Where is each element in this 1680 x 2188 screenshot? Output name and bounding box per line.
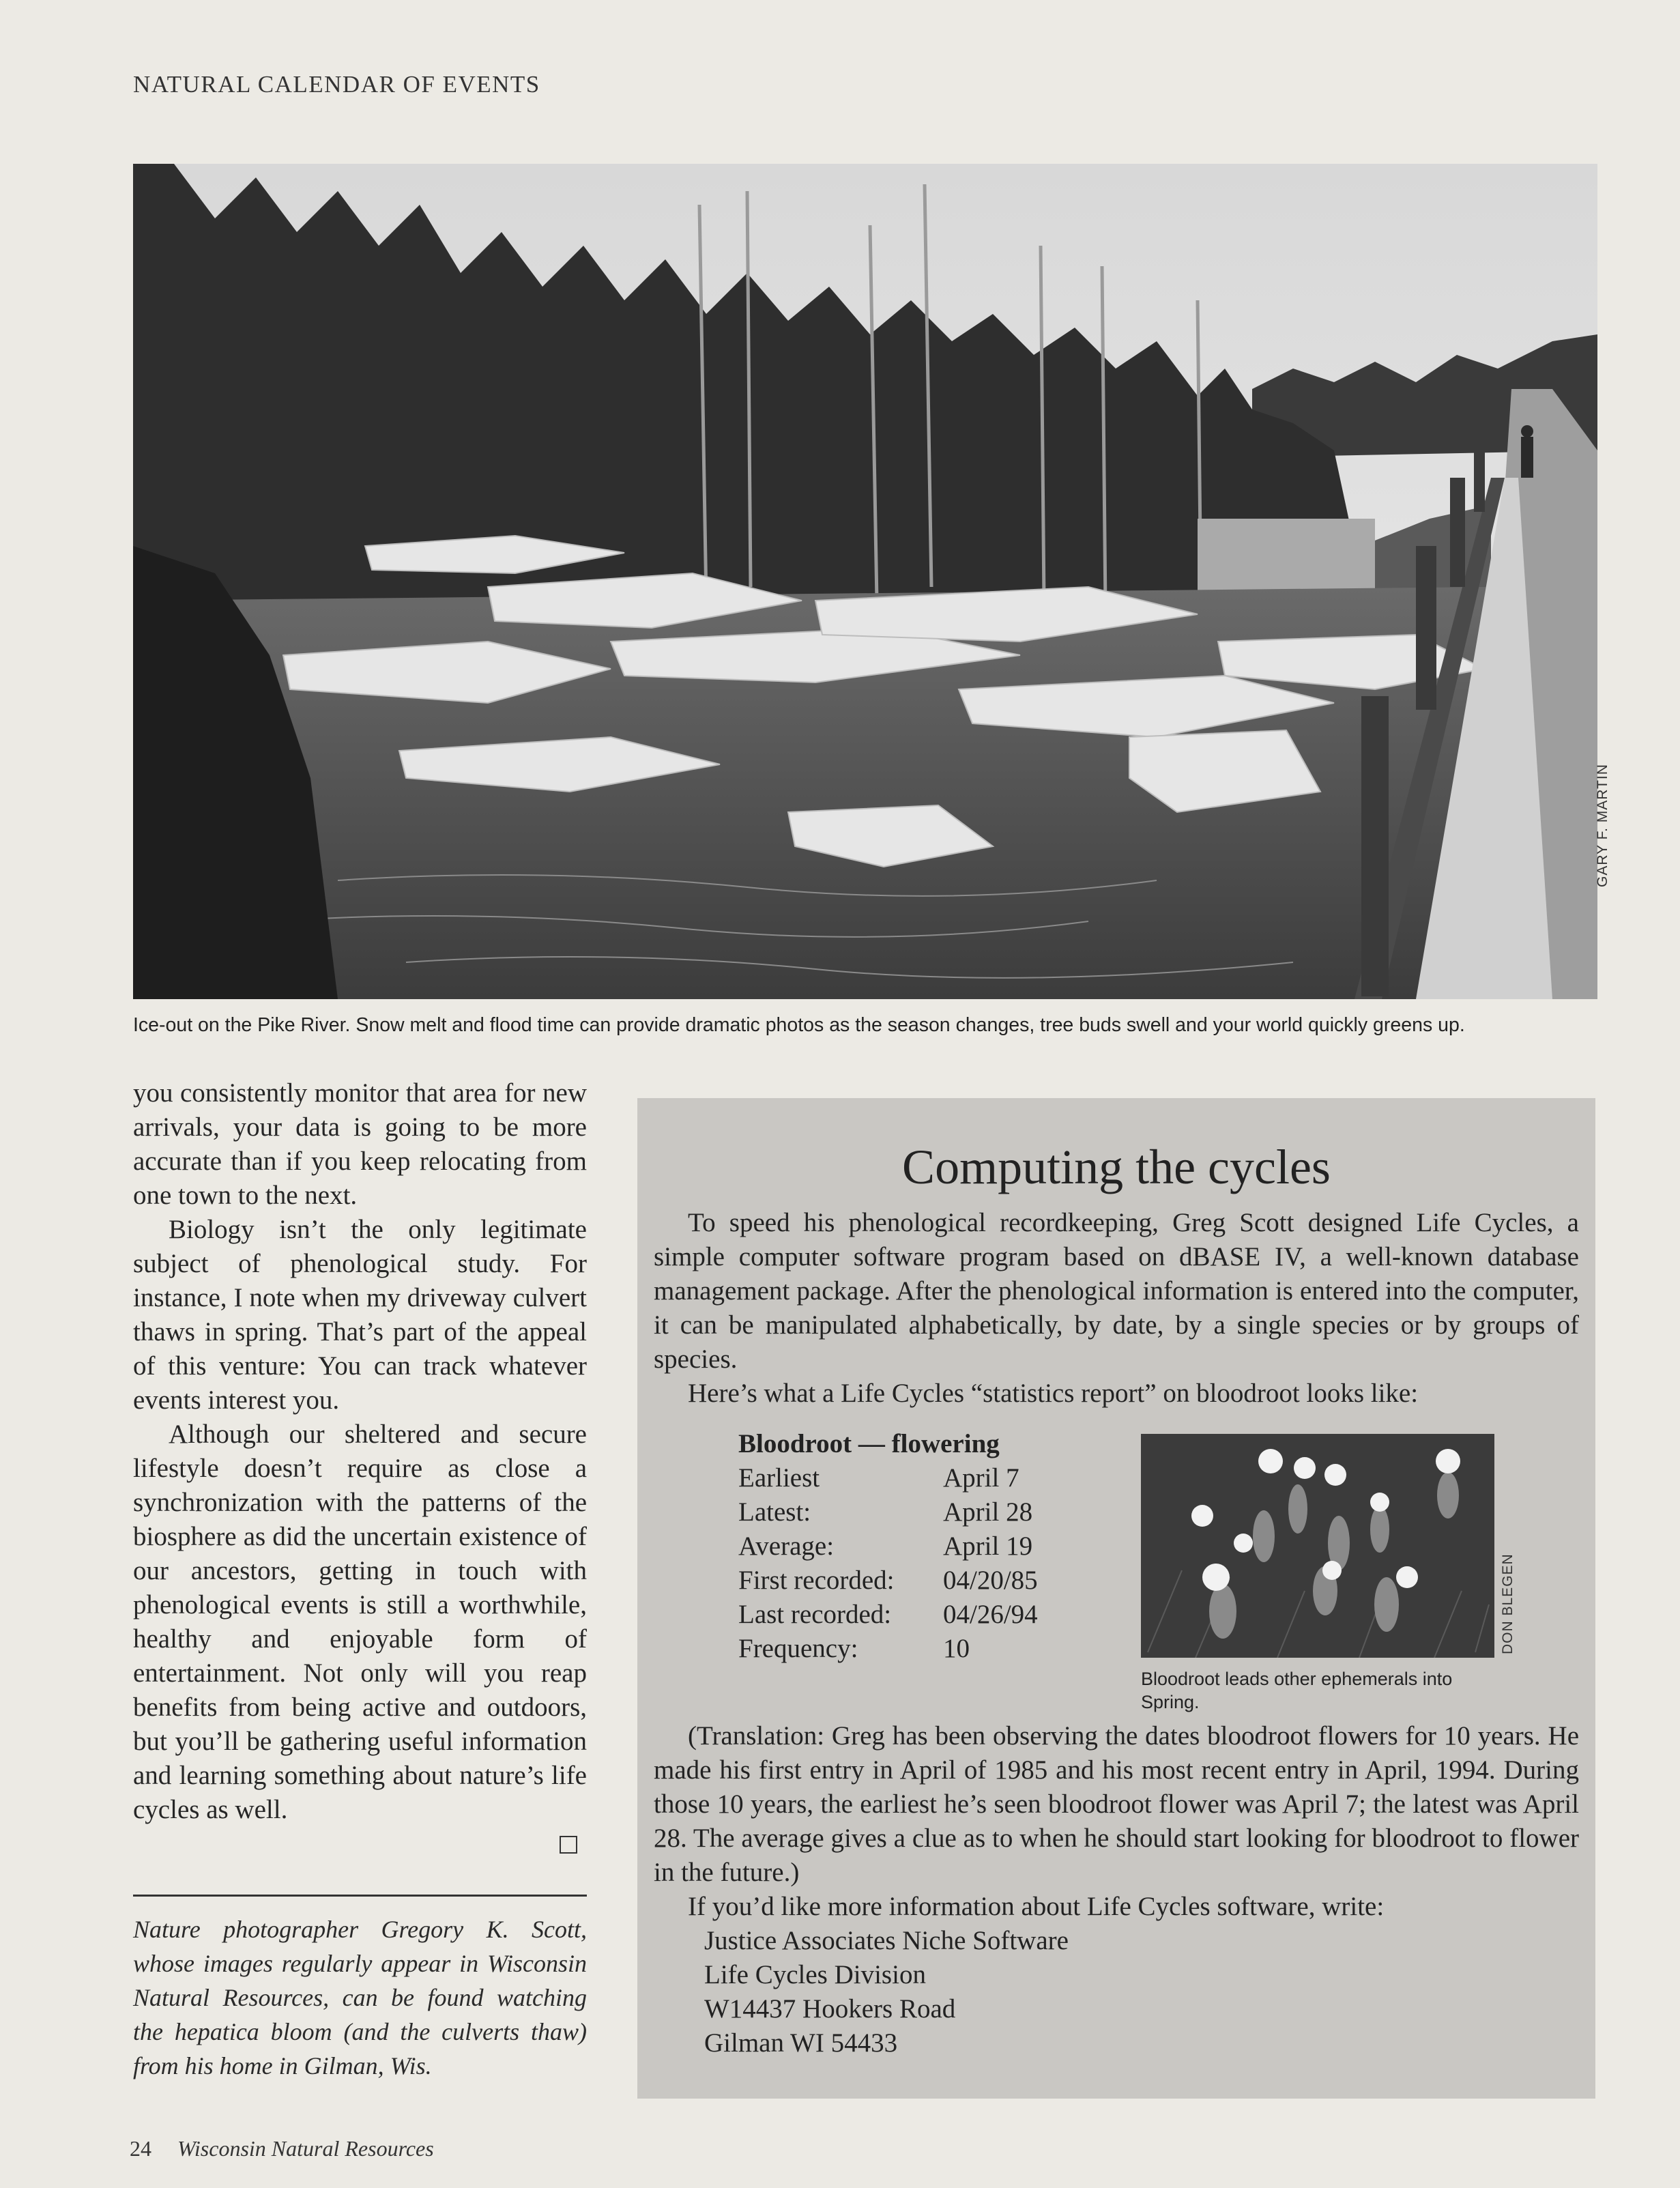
- stats-row: [738, 1632, 1148, 1666]
- address-line: Justice Associates Niche Software: [704, 1926, 1069, 1955]
- address-line: Life Cycles Division: [704, 1960, 926, 1989]
- stats-value: April 28: [943, 1497, 1033, 1527]
- stats-label: First recorded:: [738, 1566, 895, 1595]
- stats-label: Earliest: [738, 1463, 820, 1493]
- mailing-address: [654, 1924, 1579, 2060]
- article-paragraph: Biology isn’t the only legitimate subject of phenological study. For instance, I note when my driveway culvert thaws in spring. That’s part of the appeal of this venture: You can track whatever events interest you.: [133, 1215, 587, 1415]
- stats-row: [738, 1461, 1148, 1495]
- stats-label: Average:: [738, 1531, 835, 1561]
- bio-divider: [133, 1895, 587, 1897]
- sidebar-body: [654, 1719, 1579, 2060]
- section-header: NATURAL CALENDAR OF EVENTS: [133, 71, 540, 98]
- page-number: 24: [130, 2136, 151, 2161]
- sidebar-paragraph: To speed his phenological recordkeeping, Greg Scott designed Life Cycles, a simple computer software program based on dBASE IV, a well-known database management package. After the phenological information is entered into the computer, it can be manipulated alphabetically, by date, by a single species or by groups of species.: [654, 1208, 1579, 1374]
- flower-photo-caption: Bloodroot leads other ephemerals into Spring.: [1141, 1669, 1453, 1712]
- river-photo: [133, 164, 1597, 999]
- stats-report: [738, 1427, 1148, 1666]
- bloodroot-photo: [1141, 1434, 1494, 1658]
- stats-row: [738, 1495, 1148, 1529]
- stats-value: 10: [943, 1634, 970, 1663]
- stats-value: April 7: [943, 1463, 1019, 1493]
- flower-photo-credit: DON BLEGEN: [1500, 1553, 1516, 1654]
- address-line: W14437 Hookers Road: [704, 1994, 956, 2024]
- article-paragraph: Although our sheltered and secure lifestyle doesn’t require as close a synchronization with the patterns of the biosphere as did the uncertain existence of our ancestors, getting in touch with phenological events is still a worthwhile, healthy and enjoyable form of entertainment. Not only will you reap benefits from being active and outdoors, but you’ll be gathering useful information and learning something about nature’s life cycles as well.: [133, 1420, 587, 1824]
- stats-value: April 19: [943, 1531, 1033, 1561]
- sidebar-paragraph: (Translation: Greg has been observing the dates bloodroot flowers for 10 years. He made his first entry in April of 1985 and his most recent entry in April, 1994. During those 10 years, the earliest he’s seen bloodroot flower was April 7; the latest was April 28. The average gives a clue as to when he should start looking for bloodroot to flower in the future.): [654, 1721, 1579, 1887]
- address-line: Gilman WI 54433: [704, 2028, 898, 2058]
- article-column: [133, 1076, 587, 1827]
- photo-credit: GARY F. MARTIN: [1595, 764, 1610, 887]
- stats-value: 04/26/94: [943, 1600, 1038, 1629]
- sidebar-box: [637, 1098, 1595, 2099]
- stats-value: 04/20/85: [943, 1566, 1038, 1595]
- sidebar-paragraph: If you’d like more information about Life Cycles software, write:: [688, 1892, 1385, 1921]
- end-mark: [560, 1836, 577, 1854]
- sidebar-intro: [654, 1206, 1579, 1411]
- stats-label: Frequency:: [738, 1634, 858, 1663]
- stats-row: [738, 1564, 1148, 1598]
- article-paragraph: you consistently monitor that area for new arrivals, your data is going to be more accurate than if you keep relocating from one town to the next.: [133, 1078, 587, 1210]
- stats-row: [738, 1598, 1148, 1632]
- page-footer: [130, 2136, 434, 2161]
- sidebar-title: Computing the cycles: [902, 1140, 1331, 1194]
- author-bio: Nature photographer Gregory K. Scott, whose images regularly appear in Wisconsin Natural Resources, can be found watching the hepatica bloom (and the culverts thaw) from his home in Gilman, Wis.: [133, 1916, 587, 2079]
- stats-label: Latest:: [738, 1497, 811, 1527]
- stats-label: Last recorded:: [738, 1600, 892, 1629]
- stats-row: [738, 1529, 1148, 1564]
- photo-caption: Ice-out on the Pike River. Snow melt and flood time can provide dramatic photos as the season changes, tree buds swell and your world quickly greens up.: [133, 1014, 1465, 1036]
- sidebar-paragraph: Here’s what a Life Cycles “statistics report” on bloodroot looks like:: [688, 1379, 1419, 1408]
- stats-title: Bloodroot — flowering: [738, 1429, 1000, 1458]
- magazine-name: Wisconsin Natural Resources: [177, 2136, 434, 2161]
